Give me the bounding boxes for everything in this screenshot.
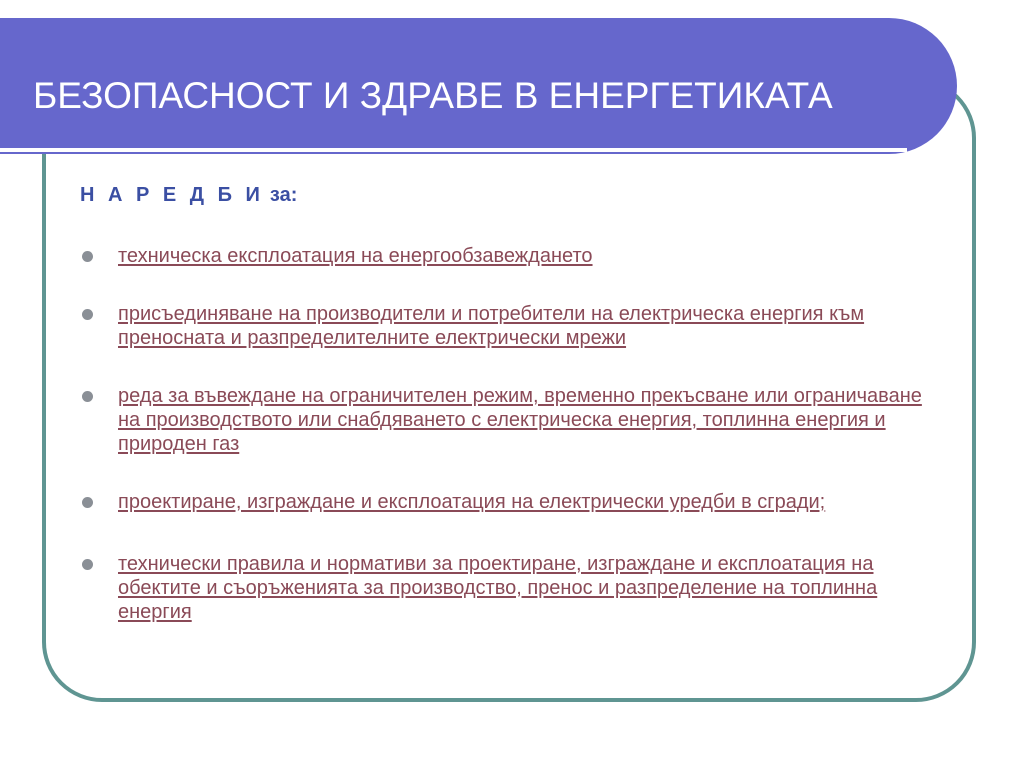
section-heading <box>80 182 297 208</box>
bullet-dot-icon <box>82 497 93 508</box>
bullet-dot-icon <box>82 559 93 570</box>
bullet-dot-icon <box>82 251 93 262</box>
heading-suffix: за: <box>269 184 298 206</box>
list-item <box>80 552 940 624</box>
list-item <box>80 490 940 514</box>
regulation-link[interactable]: техническа експлоатация на енергообзавеждането <box>118 245 593 267</box>
list-item <box>80 384 940 456</box>
slide-title: БЕЗОПАСНОСТ И ЗДРАВЕ В ЕНЕРГЕТИКАТА <box>33 75 833 116</box>
bullet-dot-icon <box>82 391 93 402</box>
list-item <box>80 302 940 350</box>
list-item <box>80 244 940 268</box>
regulation-link[interactable]: технически правила и нормативи за проектиране, изграждане и експлоатация на обектите и съоръженията за производство, пренос и разпределение на топлинна енергия <box>118 553 878 623</box>
title-bar <box>0 18 957 154</box>
regulation-link[interactable]: реда за въвеждане на ограничителен режим, временно прекъсване или ограничаване на производството или снабдяването с електрическа енергия, топлинна енергия и природен газ <box>118 385 922 455</box>
heading-label: Н А Р Е Д Б И <box>80 184 264 206</box>
regulation-link[interactable]: присъединяване на производители и потребители на електрическа енергия към преносната и разпределителните електрически мрежи <box>118 303 865 349</box>
regulation-link[interactable]: проектиране, изграждане и експлоатация на електрически уредби в сгради; <box>118 491 826 513</box>
bullet-dot-icon <box>82 309 93 320</box>
title-underline-rule <box>0 148 907 152</box>
regulation-list <box>80 244 940 658</box>
